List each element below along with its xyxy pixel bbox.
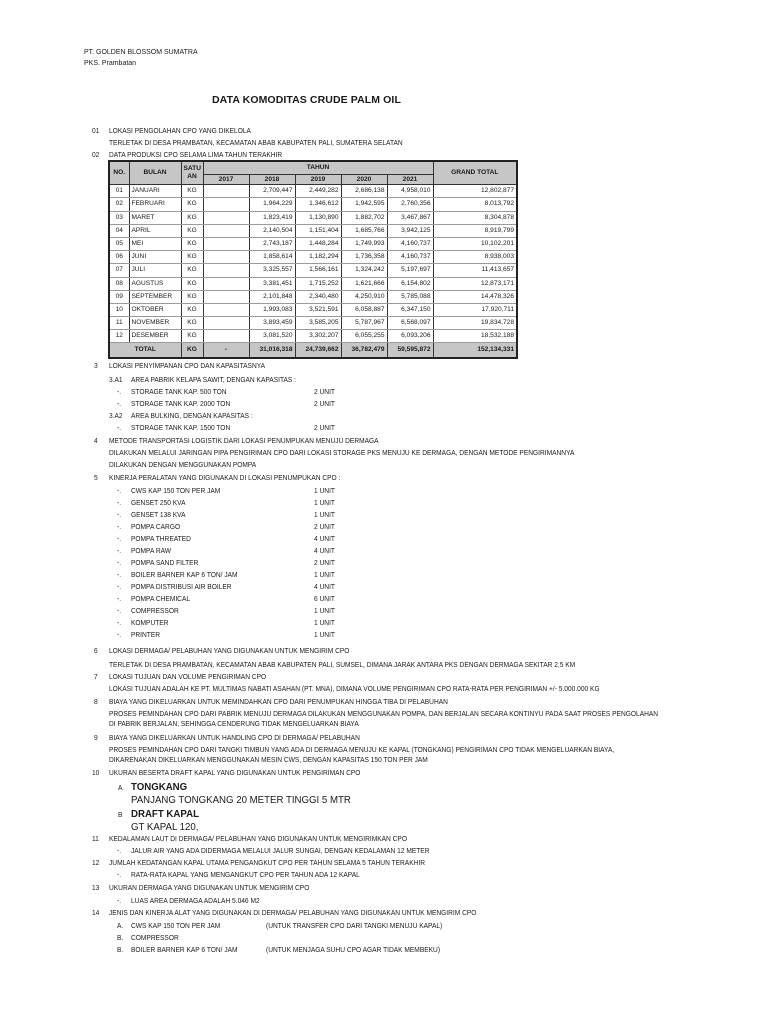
section-number: 9 — [94, 733, 98, 742]
list-item: BOILER BARNER KAP 6 TON/ JAM — [131, 570, 238, 579]
cell-v2018: 2,743,187 — [249, 237, 295, 250]
section-number: 14 — [92, 908, 100, 917]
list-qty: 4 UNIT — [314, 582, 335, 591]
list-qty: 4 UNIT — [314, 546, 335, 555]
cell-v2019: 1,182,294 — [295, 251, 341, 264]
total-v2018: 31,016,318 — [249, 343, 295, 359]
section-title: JENIS DAN KINERJA ALAT YANG DIGUNAKAN DI DERMAGA/ PELABUHAN YANG DIGUNAKAN UNTUK MENGIRIM CPO — [109, 908, 477, 917]
header-no: NO. — [109, 161, 129, 185]
list-dash: -. — [117, 846, 122, 855]
list-item: STORAGE TANK KAP. 1500 TON — [131, 423, 231, 432]
section-title: LOKASI PENGOLAHAN CPO YANG DIKELOLA — [109, 126, 251, 135]
cell-grand: 8,919,799 — [433, 224, 517, 237]
tool-note: (UNTUK TRANSFER CPO DARI TANGKI MENUJU KAPAL) — [266, 921, 443, 930]
cell-bulan: MARET — [129, 211, 181, 224]
section-title: KEDALAMAN LAUT DI DERMAGA/ PELABUHAN YANG DIGUNAKAN UNTUK MENGIRIMKAN CPO — [109, 834, 407, 843]
cell-grand: 11,413,657 — [433, 264, 517, 277]
cell-sat: KG — [181, 251, 203, 264]
item-letter: B — [118, 810, 123, 819]
list-qty: 2 UNIT — [314, 399, 335, 408]
section-detail: DIKARENAKAN DIKELUARKAN MENGGUNAKAN MESIN CWS, DENGAN KAPASITAS 150 TON PER JAM — [109, 755, 428, 764]
cell-sat: KG — [181, 185, 203, 198]
list-qty: 1 UNIT — [314, 498, 335, 507]
section-detail: LOKASI TUJUAN ADALAH KE PT. MULTIMAS NABATI ASAHAN (PT. MNA), DIMANA VOLUME PENGIRIMAN CPO RATA-RATA PER PENGIRIMAN +/- 5.000.000 KG — [109, 684, 600, 693]
cell-no: 05 — [109, 237, 129, 250]
header-year: 2019 — [295, 175, 341, 185]
list-item: POMPA CHEMICAL — [131, 594, 191, 603]
cell-v2017 — [203, 237, 249, 250]
cell-bulan: FEBRUARI — [129, 198, 181, 211]
cell-no: 11 — [109, 317, 129, 330]
cell-sat: KG — [181, 290, 203, 303]
cell-v2018: 3,325,557 — [249, 264, 295, 277]
cell-v2018: 1,993,083 — [249, 303, 295, 316]
cell-sat: KG — [181, 317, 203, 330]
cell-sat: KG — [181, 237, 203, 250]
list-dash: -. — [117, 870, 122, 879]
table-row — [109, 237, 517, 250]
tongkang-detail: PANJANG TONGKANG 20 METER TINGGI 5 MTR — [131, 794, 351, 806]
section-number: 11 — [92, 834, 99, 843]
section-detail: DILAKUKAN DENGAN MENGGUNAKAN POMPA — [109, 460, 257, 469]
cell-v2017 — [203, 185, 249, 198]
list-item: GENSET 250 KVA — [131, 498, 186, 507]
list-dash: -. — [117, 387, 122, 396]
tool-item: CWS KAP 150 TON PER JAM — [131, 921, 221, 930]
cell-no: 01 — [109, 185, 129, 198]
cell-v2021: 3,467,867 — [387, 211, 433, 224]
table-row — [109, 198, 517, 211]
section-number: 13 — [92, 883, 100, 892]
cell-v2020: 5,787,967 — [341, 317, 387, 330]
table-row — [109, 290, 517, 303]
section-title: BIAYA YANG DIKELUARKAN UNTUK MEMINDAHKAN CPO DARI PENUMPUKAN HINGGA TIBA DI PELABUHAN — [109, 697, 448, 706]
cell-v2017 — [203, 303, 249, 316]
section-detail: TERLETAK DI DESA PRAMBATAN, KECAMATAN ABAB KABUPATEN PALI, SUMSEL, DIMANA JARAK ANTARA PKS DENGAN DERMAGA SEKITAR 2,5 KM — [109, 660, 576, 669]
list-item: POMPA CARGO — [131, 522, 181, 531]
cell-v2021: 4,958,010 — [387, 185, 433, 198]
cell-v2017 — [203, 224, 249, 237]
total-v2017: - — [203, 343, 249, 359]
section-title: UKURAN BESERTA DRAFT KAPAL YANG DIGUNAKAN UNTUK PENGIRIMAN CPO — [109, 768, 361, 777]
section-detail: DILAKUKAN MELALUI JARINGAN PIPA PENGIRIMAN CPO DARI LOKASI STORAGE PKS MENUJU KE DERMAGA, DENGAN METODE PENGIRIMANNYA — [109, 448, 575, 457]
cell-v2019: 3,521,591 — [295, 303, 341, 316]
cell-v2020: 1,749,993 — [341, 237, 387, 250]
cell-no: 06 — [109, 251, 129, 264]
list-dash: -. — [117, 522, 122, 531]
table-row — [109, 251, 517, 264]
cell-sat: KG — [181, 224, 203, 237]
cell-bulan: DESEMBER — [129, 330, 181, 343]
cell-v2020: 6,058,887 — [341, 303, 387, 316]
section-number: 6 — [94, 646, 98, 655]
cell-grand: 19,834,728 — [433, 317, 517, 330]
list-qty: 2 UNIT — [314, 387, 335, 396]
total-v2021: 59,595,872 — [387, 343, 433, 359]
cell-bulan: SEPTEMBER — [129, 290, 181, 303]
cell-v2019: 1,715,252 — [295, 277, 341, 290]
cell-no: 12 — [109, 330, 129, 343]
cell-sat: KG — [181, 303, 203, 316]
cell-grand: 17,920,711 — [433, 303, 517, 316]
subsection-code: 3.A2 — [109, 411, 123, 420]
list-qty: 1 UNIT — [314, 486, 335, 495]
section-number: 4 — [94, 436, 98, 445]
cell-v2021: 6,154,802 — [387, 277, 433, 290]
list-item: PRINTER — [131, 630, 161, 639]
cell-no: 09 — [109, 290, 129, 303]
cell-no: 07 — [109, 264, 129, 277]
cell-v2018: 2,101,848 — [249, 290, 295, 303]
cell-v2020: 4,250,910 — [341, 290, 387, 303]
section-number: 5 — [94, 473, 98, 482]
item-letter: B. — [117, 933, 124, 942]
table-row — [109, 224, 517, 237]
cell-v2019: 2,449,282 — [295, 185, 341, 198]
total-row — [109, 343, 517, 359]
cell-v2019: 1,346,612 — [295, 198, 341, 211]
subsection-code: 3.A1 — [109, 375, 123, 384]
cell-no: 04 — [109, 224, 129, 237]
cell-v2021: 6,347,150 — [387, 303, 433, 316]
list-dash: -. — [117, 486, 122, 495]
site-name: PKS. Prambatan — [84, 58, 137, 67]
cell-sat: KG — [181, 277, 203, 290]
table-row — [109, 185, 517, 198]
cell-bulan: MEI — [129, 237, 181, 250]
section-title: LOKASI PENYIMPANAN CPO DAN KAPASITASNYA — [109, 361, 266, 370]
list-dash: -. — [117, 498, 122, 507]
section-detail: LUAS AREA DERMAGA ADALAH 5.046 M2 — [131, 896, 260, 905]
header-satuan: SATU AN — [181, 161, 203, 185]
cell-no: 10 — [109, 303, 129, 316]
cell-v2018: 1,858,614 — [249, 251, 295, 264]
list-dash: -. — [117, 399, 122, 408]
cell-v2020: 1,324,242 — [341, 264, 387, 277]
cell-v2020: 1,882,702 — [341, 211, 387, 224]
total-v2020: 36,782,479 — [341, 343, 387, 359]
cell-v2017 — [203, 251, 249, 264]
item-letter: A. — [117, 921, 124, 930]
cell-grand: 8,938,003 — [433, 251, 517, 264]
table-row — [109, 211, 517, 224]
cell-v2020: 1,736,358 — [341, 251, 387, 264]
list-qty: 6 UNIT — [314, 594, 335, 603]
cell-sat: KG — [181, 211, 203, 224]
cell-v2019: 1,151,404 — [295, 224, 341, 237]
header-year: 2020 — [341, 175, 387, 185]
cell-v2021: 4,160,737 — [387, 251, 433, 264]
list-item: KOMPUTER — [131, 618, 169, 627]
section-number: 3 — [94, 361, 98, 370]
company-name: PT. GOLDEN BLOSSOM SUMATRA — [84, 47, 198, 56]
list-qty: 1 UNIT — [314, 606, 335, 615]
cell-v2018: 1,823,419 — [249, 211, 295, 224]
section-title: LOKASI DERMAGA/ PELABUHAN YANG DIGUNAKAN UNTUK MENGIRIM CPO — [109, 646, 350, 655]
total-v2019: 24,739,662 — [295, 343, 341, 359]
list-dash: -. — [117, 534, 122, 543]
item-letter: A — [118, 783, 123, 792]
list-item: CWS KAP 150 TON PER JAM — [131, 486, 221, 495]
section-title: LOKASI TUJUAN DAN VOLUME PENGIRIMAN CPO — [109, 672, 267, 681]
cell-sat: KG — [181, 264, 203, 277]
list-dash: -. — [117, 896, 122, 905]
item-letter: B. — [117, 945, 124, 954]
cell-grand: 18,532,188 — [433, 330, 517, 343]
cell-v2017 — [203, 290, 249, 303]
cell-grand: 8,013,792 — [433, 198, 517, 211]
list-qty: 1 UNIT — [314, 630, 335, 639]
cell-v2018: 3,081,520 — [249, 330, 295, 343]
cell-v2018: 1,964,229 — [249, 198, 295, 211]
section-detail: PROSES PEMINDAHAN CPO DARI PABRIK MENUJU DERMAGA DILAKUKAN MENGGUNAKAN POMPA, DAN BERJALAN SECARA KONTINYU PADA SAAT PROSES PENGOLAHAN — [109, 709, 659, 718]
section-title: JUMLAH KEDATANGAN KAPAL UTAMA PENGANGKUT CPO PER TAHUN SELAMA 5 TAHUN TERAKHIR — [109, 858, 425, 867]
cell-v2017 — [203, 264, 249, 277]
list-dash: -. — [117, 582, 122, 591]
cell-grand: 10,102,201 — [433, 237, 517, 250]
list-qty: 1 UNIT — [314, 570, 335, 579]
cell-v2021: 2,760,356 — [387, 198, 433, 211]
cell-grand: 14,478,326 — [433, 290, 517, 303]
tool-note: (UNTUK MENJAGA SUHU CPO AGAR TIDAK MEMBEKU) — [266, 945, 441, 954]
list-qty: 4 UNIT — [314, 534, 335, 543]
cell-v2018: 2,709,447 — [249, 185, 295, 198]
subsection-text: AREA PABRIK KELAPA SAWIT, DENGAN KAPASITAS : — [131, 375, 296, 384]
cell-sat: KG — [181, 198, 203, 211]
cell-bulan: AGUSTUS — [129, 277, 181, 290]
cell-v2019: 1,566,161 — [295, 264, 341, 277]
list-qty: 2 UNIT — [314, 558, 335, 567]
cell-bulan: APRIL — [129, 224, 181, 237]
table-row — [109, 330, 517, 343]
tool-item: COMPRESSOR — [131, 933, 179, 942]
cell-sat: KG — [181, 330, 203, 343]
section-title: METODE TRANSPORTASI LOGISTIK DARI LOKASI PENUMPUKAN MENUJU DERMAGA — [109, 436, 379, 445]
table-row — [109, 264, 517, 277]
list-dash: -. — [117, 570, 122, 579]
cell-v2017 — [203, 330, 249, 343]
cell-v2019: 2,340,480 — [295, 290, 341, 303]
list-dash: -. — [117, 510, 122, 519]
section-number: 12 — [92, 858, 100, 867]
tool-item: BOILER BARNER KAP 6 TON/ JAM — [131, 945, 238, 954]
list-qty: 1 UNIT — [314, 510, 335, 519]
list-qty: 1 UNIT — [314, 618, 335, 627]
section-number: 7 — [94, 672, 98, 681]
section-detail: PROSES PEMINDAHAN CPO DARI TANGKI TIMBUN YANG ADA DI DERMAGA MENUJU KE KAPAL (TONGKANG) PENGIRIMAN CPO TIDAK MENGELUARKAN BIAYA, — [109, 745, 615, 754]
cell-v2018: 3,893,459 — [249, 317, 295, 330]
cell-v2020: 1,685,766 — [341, 224, 387, 237]
section-number: 8 — [94, 697, 98, 706]
total-sat: KG — [181, 343, 203, 359]
draft-kapal-detail: GT KAPAL 120, — [131, 821, 199, 833]
cell-v2021: 6,568,097 — [387, 317, 433, 330]
cell-bulan: JUNI — [129, 251, 181, 264]
header-year: 2018 — [249, 175, 295, 185]
list-item: POMPA DISTRIBUSI AIR BOILER — [131, 582, 232, 591]
cell-v2019: 3,585,205 — [295, 317, 341, 330]
section-detail: RATA-RATA KAPAL YANG MENGANGKUT CPO PER TAHUN ADA 12 KAPAL — [131, 870, 360, 879]
header-year: 2021 — [387, 175, 433, 185]
section-title: UKURAN DERMAGA YANG DIGUNAKAN UNTUK MENGIRIM CPO — [109, 883, 310, 892]
header-year: 2017 — [203, 175, 249, 185]
header-bulan: BULAN — [129, 161, 181, 185]
cell-v2021: 3,942,125 — [387, 224, 433, 237]
section-title: BIAYA YANG DIKELUARKAN UNTUK HANDLING CPO DI DERMAGA/ PELABUHAN — [109, 733, 360, 742]
list-dash: -. — [117, 558, 122, 567]
header-grand-total: GRAND TOTAL — [433, 161, 517, 185]
table-row — [109, 317, 517, 330]
cell-v2020: 1,942,595 — [341, 198, 387, 211]
list-dash: -. — [117, 630, 122, 639]
cell-grand: 8,304,878 — [433, 211, 517, 224]
cell-v2020: 2,686,138 — [341, 185, 387, 198]
table-row — [109, 277, 517, 290]
cell-v2017 — [203, 211, 249, 224]
cell-v2021: 5,197,697 — [387, 264, 433, 277]
list-dash: -. — [117, 606, 122, 615]
cell-no: 03 — [109, 211, 129, 224]
production-table — [108, 160, 518, 359]
cell-v2021: 6,093,206 — [387, 330, 433, 343]
list-item: COMPRESSOR — [131, 606, 179, 615]
cell-v2019: 3,302,207 — [295, 330, 341, 343]
document-title: DATA KOMODITAS CRUDE PALM OIL — [212, 94, 401, 106]
section-number: 10 — [92, 768, 100, 777]
header-tahun: TAHUN — [203, 161, 433, 175]
cell-no: 02 — [109, 198, 129, 211]
list-item: STORAGE TANK KAP. 500 TON — [131, 387, 227, 396]
list-dash: -. — [117, 423, 122, 432]
cell-v2017 — [203, 277, 249, 290]
cell-no: 08 — [109, 277, 129, 290]
list-item: POMPA SAND FILTER — [131, 558, 199, 567]
subsection-text: AREA BULKING, DENGAN KAPASITAS : — [131, 411, 253, 420]
list-dash: -. — [117, 594, 122, 603]
cell-v2021: 5,785,088 — [387, 290, 433, 303]
cell-grand: 12,873,171 — [433, 277, 517, 290]
table-row — [109, 303, 517, 316]
cell-bulan: OKTOBER — [129, 303, 181, 316]
list-qty: 2 UNIT — [314, 522, 335, 531]
section-title: KINERJA PERALATAN YANG DIGUNAKAN DI LOKASI PENUMPUKAN CPO : — [109, 473, 341, 482]
list-dash: -. — [117, 618, 122, 627]
list-item: POMPA THREATED — [131, 534, 191, 543]
total-grand: 152,134,331 — [433, 343, 517, 359]
section-number: 02 — [92, 150, 100, 159]
cell-bulan: JULI — [129, 264, 181, 277]
total-label: TOTAL — [109, 343, 181, 359]
section-number: 01 — [92, 126, 100, 135]
cell-v2021: 4,160,737 — [387, 237, 433, 250]
cell-v2018: 3,381,451 — [249, 277, 295, 290]
cell-bulan: NOVEMBER — [129, 317, 181, 330]
cell-grand: 12,802,877 — [433, 185, 517, 198]
list-item: POMPA RAW — [131, 546, 172, 555]
cell-v2020: 6,055,255 — [341, 330, 387, 343]
list-item: GENSET 138 KVA — [131, 510, 186, 519]
cell-v2018: 2,140,504 — [249, 224, 295, 237]
section-detail: TERLETAK DI DESA PRAMBATAN, KECAMATAN ABAB KABUPATEN PALI, SUMATERA SELATAN — [109, 138, 403, 147]
section-detail: JALUR AIR YANG ADA DIDERMAGA MELALUI JALUR SUNGAI, DENGAN KEDALAMAN 12 METER — [131, 846, 430, 855]
cell-v2017 — [203, 317, 249, 330]
draft-kapal-heading: DRAFT KAPAL — [131, 808, 199, 820]
cell-v2019: 1,448,284 — [295, 237, 341, 250]
cell-v2017 — [203, 198, 249, 211]
section-detail: DI PABRIK BERJALAN, SEHINGGA CENDERUNG TIDAK MENGELUARKAN BIAYA — [109, 719, 359, 728]
list-item: STORAGE TANK KAP. 2000 TON — [131, 399, 231, 408]
list-dash: -. — [117, 546, 122, 555]
section-title: DATA PRODUKSI CPO SELAMA LIMA TAHUN TERAKHIR — [109, 150, 283, 159]
cell-v2019: 1,130,890 — [295, 211, 341, 224]
cell-bulan: JANUARI — [129, 185, 181, 198]
list-qty: 2 UNIT — [314, 423, 335, 432]
cell-v2020: 1,621,666 — [341, 277, 387, 290]
tongkang-heading: TONGKANG — [131, 781, 188, 793]
